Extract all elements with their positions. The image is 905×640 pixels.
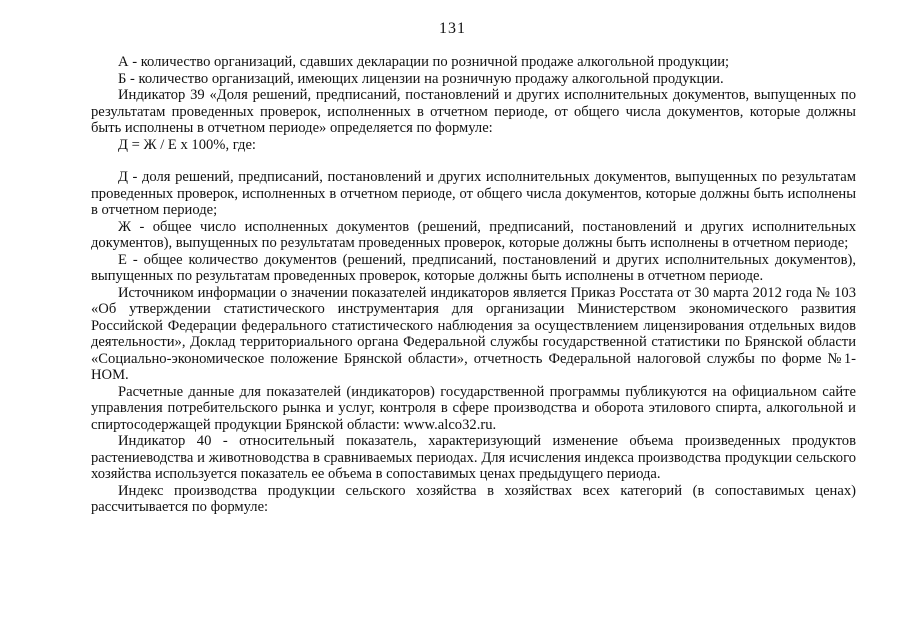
paragraph-information-source: Источником информации о значении показателей индикаторов является Приказ Росстата от 30 марта 2012 года № 103 «Об утверждении статистического инструментария для организации Министерством экономического развития Российской Федерации федерального статистического наблюдения за осуществлением лицензирования отдельных видов деятельности», Доклад территориального органа Федеральной службы государственной статистики по Брянской области «Социально-экономическое положение Брянской области», отчетность Федеральной налоговой службы по форме №1-НОМ. — [91, 284, 856, 383]
page-number: 131 — [439, 20, 466, 37]
paragraph-definition-e: Е - общее количество документов (решений, предписаний, постановлений и других исполнительных документов), выпущенных по результатам проведенных проверок, которые должны быть исполнены в отчетном периоде. — [91, 251, 856, 284]
document-body — [91, 54, 856, 516]
paragraph-definition-a: А - количество организаций, сдавших декларации по розничной продаже алкогольной продукции; — [118, 54, 730, 70]
paragraph-definition-zh: Ж - общее число исполненных документов (решений, предписаний, постановлений и других исполнительных документов), выпущенных по результатам проведенных проверок, которые должны быть исполнены в отчетном периоде; — [91, 218, 856, 251]
formula-indicator-39: Д = Ж / Е х 100%, где: — [118, 136, 256, 153]
paragraph-production-index: Индекс производства продукции сельского хозяйства в хозяйствах всех категорий (в сопоставимых ценах) рассчитывается по формуле: — [91, 482, 856, 515]
paragraph-definition-b: Б - количество организаций, имеющих лицензии на розничную продажу алкогольной продукции. — [118, 70, 724, 87]
paragraph-indicator-39: Индикатор 39 «Доля решений, предписаний, постановлений и других исполнительных документов, выпущенных по результатам проведенных проверок, исполненных в отчетном периоде, от общего числа документов, которые должны быть исполнены в отчетном периоде» определяется по формуле: — [91, 87, 856, 136]
paragraph-indicator-40: Индикатор 40 - относительный показатель, характеризующий изменение объема произведенных продуктов растениеводства и животноводства в сравниваемых периодах. Для исчисления индекса производства продукции сельского хозяйства используется показатель ее объема в сопоставимых ценах предыдущего периода. — [91, 433, 856, 482]
paragraph-publication: Расчетные данные для показателей (индикаторов) государственной программы публикуются на официальном сайте управления потребительского рынка и услуг, контроля в сфере производства и оборота этилового спирта, алкогольной и спиртосодержащей продукции Брянской области: www.alco32.ru. — [91, 383, 856, 433]
paragraph-definition-d: Д - доля решений, предписаний, постановлений и других исполнительных документов, выпущенных по результатам проведенных проверок, исполненных в отчетном периоде, от общего числа документов, которые должны быть исполнены в отчетном периоде; — [91, 169, 856, 218]
spacer — [91, 153, 856, 169]
